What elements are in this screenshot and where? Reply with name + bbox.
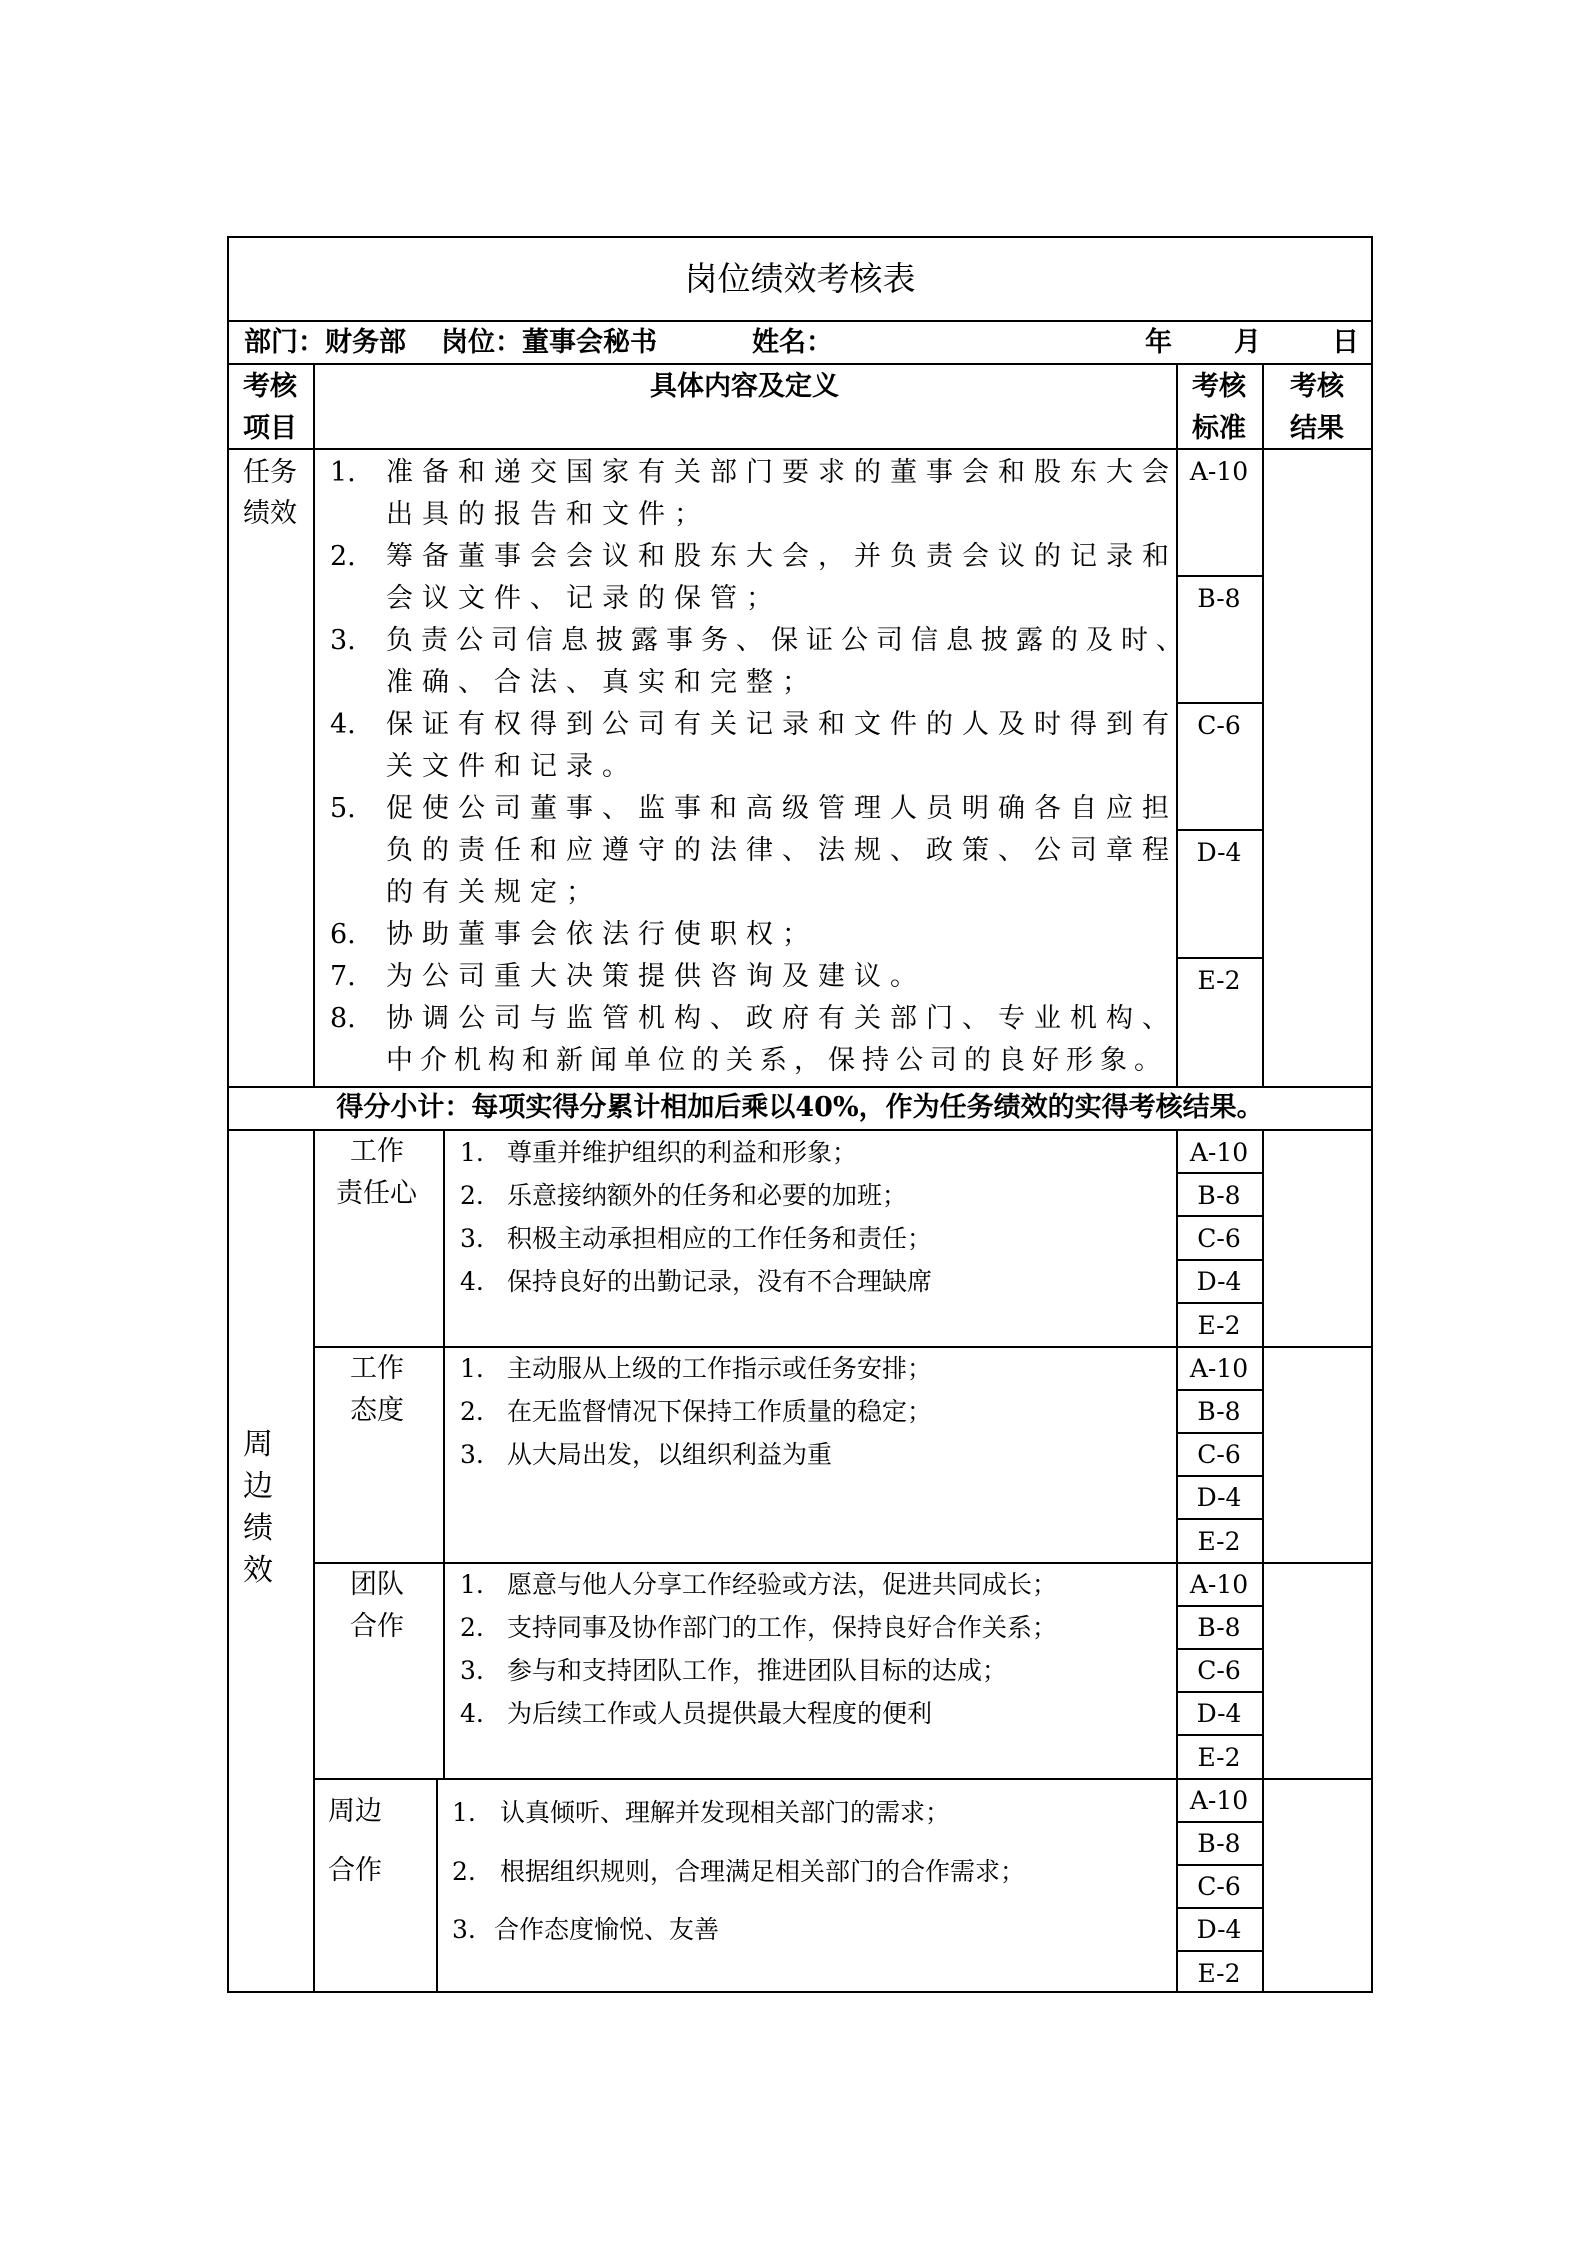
grade-divider — [1176, 1648, 1262, 1650]
peripheral-label: 周 — [243, 1427, 273, 1462]
grade-a: A-10 — [1189, 1570, 1249, 1599]
grade-divider — [1176, 957, 1262, 959]
rule — [227, 448, 1373, 450]
grade-b: B-8 — [1197, 584, 1241, 613]
task-item-line: 协调公司与监管机构、政府有关部门、专业机构、 — [386, 1003, 1178, 1034]
day-label: 日 — [1332, 327, 1359, 358]
grade-a: A-10 — [1189, 1138, 1249, 1167]
grade-d: D-4 — [1196, 1267, 1242, 1296]
item-text: 在无监督情况下保持工作质量的稳定； — [507, 1397, 933, 1426]
item-text: 合作态度愉悦、友善 — [494, 1915, 720, 1944]
item-text: 从大局出发，以组织利益为重 — [507, 1440, 833, 1469]
grade-divider — [1176, 1259, 1262, 1261]
item-number: 2. — [460, 1613, 484, 1642]
group-name: 团队 — [350, 1569, 404, 1600]
task-item-line: 的有关规定； — [386, 877, 602, 908]
item-text: 支持同事及协作部门的工作，保持良好合作关系； — [507, 1613, 1058, 1642]
task-item-line: 会议文件、记录的保管； — [386, 583, 782, 614]
task-item-number: 8. — [330, 1003, 356, 1034]
item-text: 认真倾听、理解并发现相关部门的需求； — [500, 1798, 951, 1827]
item-text: 为后续工作或人员提供最大程度的便利 — [507, 1699, 933, 1728]
task-item-line: 准备和递交国家有关部门要求的董事会和股东大会 — [386, 457, 1178, 488]
task-item-line: 筹备董事会会议和股东大会，并负责会议的记录和 — [386, 541, 1178, 572]
item-text: 主动服从上级的工作指示或任务安排； — [507, 1354, 933, 1383]
task-item-line: 出具的报告和文件； — [386, 499, 710, 530]
group-name: 工作 — [350, 1136, 404, 1167]
peripheral-label: 效 — [243, 1553, 273, 1588]
item-number: 3. — [460, 1656, 484, 1685]
grade-d: D-4 — [1196, 838, 1242, 867]
item-number: 1. — [460, 1570, 484, 1599]
rule — [313, 1129, 315, 1992]
item-text: 参与和支持团队工作，推进团队目标的达成； — [507, 1656, 1008, 1685]
rule — [1262, 1129, 1264, 1992]
item-text: 尊重并维护组织的利益和形象； — [507, 1138, 858, 1167]
grade-b: B-8 — [1197, 1397, 1241, 1426]
grade-divider — [1176, 1172, 1262, 1174]
col-content: 具体内容及定义 — [650, 371, 839, 402]
item-number: 3. — [452, 1915, 476, 1944]
rule — [313, 363, 315, 1086]
grade-a: A-10 — [1189, 1354, 1249, 1383]
col-item: 考核 — [243, 371, 297, 402]
grade-divider — [1176, 1475, 1262, 1477]
grade-divider — [1176, 1605, 1262, 1607]
grade-divider — [1176, 1821, 1262, 1823]
item-number: 2. — [460, 1181, 484, 1210]
task-item-number: 6. — [330, 919, 356, 950]
grade-e: E-2 — [1197, 966, 1241, 995]
item-text: 保持良好的出勤记录，没有不合理缺席 — [507, 1267, 933, 1296]
item-number: 3. — [460, 1224, 484, 1253]
grade-divider — [1176, 1518, 1262, 1520]
item-number: 3. — [460, 1440, 484, 1469]
name-field: 姓名： — [752, 327, 833, 358]
department: 部门：财务部 — [244, 327, 406, 358]
group-name: 工作 — [350, 1353, 404, 1384]
task-item-number: 7. — [330, 961, 356, 992]
subtotal-note: 得分小计：每项实得分累计相加后乘以40%，作为任务绩效的实得考核结果。 — [336, 1092, 1264, 1123]
grade-e: E-2 — [1197, 1743, 1241, 1772]
item-number: 2. — [460, 1397, 484, 1426]
grade-c: C-6 — [1197, 711, 1241, 740]
grade-divider — [1176, 1734, 1262, 1736]
grade-c: C-6 — [1197, 1440, 1241, 1469]
rule — [1262, 363, 1264, 1086]
position: 岗位：董事会秘书 — [441, 327, 657, 358]
group-name: 合作 — [350, 1611, 404, 1642]
group-name: 责任心 — [336, 1178, 417, 1209]
task-item-line: 准确、合法、真实和完整； — [386, 667, 818, 698]
group-name: 周边 — [328, 1796, 382, 1827]
year-label: 年 — [1145, 327, 1172, 358]
grade-b: B-8 — [1197, 1829, 1241, 1858]
task-item-number: 1. — [330, 457, 356, 488]
grade-c: C-6 — [1197, 1872, 1241, 1901]
col-result: 结果 — [1290, 413, 1344, 444]
task-item-number: 2. — [330, 541, 356, 572]
col-standard: 标准 — [1192, 413, 1246, 444]
grade-divider — [1176, 1432, 1262, 1434]
item-text: 积极主动承担相应的工作任务和责任； — [507, 1224, 933, 1253]
grade-e: E-2 — [1197, 1311, 1241, 1340]
grade-divider — [1176, 1864, 1262, 1866]
grade-d: D-4 — [1196, 1483, 1242, 1512]
group-name: 态度 — [350, 1395, 404, 1426]
item-text: 乐意接纳额外的任务和必要的加班； — [507, 1181, 908, 1210]
task-item-line: 保证有权得到公司有关记录和文件的人及时得到有 — [386, 709, 1178, 740]
month-label: 月 — [1234, 327, 1261, 358]
item-number: 1. — [460, 1138, 484, 1167]
grade-e: E-2 — [1197, 1959, 1241, 1988]
item-text: 愿意与他人分享工作经验或方法，促进共同成长； — [507, 1570, 1058, 1599]
col-standard: 考核 — [1192, 371, 1246, 402]
rule — [313, 1778, 1373, 1780]
task-item-line: 为公司重大决策提供咨询及建议。 — [386, 961, 926, 992]
grade-c: C-6 — [1197, 1656, 1241, 1685]
task-item-number: 3. — [330, 625, 356, 656]
item-number: 4. — [460, 1267, 484, 1296]
grade-d: D-4 — [1196, 1915, 1242, 1944]
grade-divider — [1176, 1691, 1262, 1693]
grade-e: E-2 — [1197, 1527, 1241, 1556]
item-number: 2. — [452, 1857, 476, 1886]
task-item-line: 协助董事会依法行使职权； — [386, 919, 818, 950]
task-item-number: 4. — [330, 709, 356, 740]
grade-c: C-6 — [1197, 1224, 1241, 1253]
rule — [436, 1778, 438, 1992]
task-item-line: 负的责任和应遵守的法律、法规、政策、公司章程 — [386, 835, 1178, 866]
col-result: 考核 — [1290, 371, 1344, 402]
peripheral-label: 绩 — [243, 1511, 273, 1546]
group-name: 合作 — [328, 1855, 382, 1886]
rule — [227, 1086, 1373, 1088]
task-item-line: 关文件和记录。 — [386, 751, 638, 782]
grade-divider — [1176, 1215, 1262, 1217]
item-text: 根据组织规则，合理满足相关部门的合作需求； — [500, 1857, 1026, 1886]
grade-divider — [1176, 1907, 1262, 1909]
grade-d: D-4 — [1196, 1699, 1242, 1728]
form-title: 岗位绩效考核表 — [684, 259, 916, 298]
rule — [1176, 1129, 1178, 1992]
rule — [313, 1562, 1373, 1564]
grade-divider — [1176, 575, 1262, 577]
grade-divider — [1176, 1950, 1262, 1952]
item-number: 1. — [460, 1354, 484, 1383]
task-item-line: 促使公司董事、监事和高级管理人员明确各自应担 — [386, 793, 1178, 824]
grade-divider — [1176, 1389, 1262, 1391]
task-item-line: 负责公司信息披露事务、保证公司信息披露的及时、 — [386, 625, 1191, 656]
grade-divider — [1176, 829, 1262, 831]
task-item-number: 5. — [330, 793, 356, 824]
task-label: 任务 — [243, 457, 297, 488]
task-label: 绩效 — [243, 498, 297, 529]
grade-divider — [1176, 702, 1262, 704]
item-number: 1. — [452, 1798, 476, 1827]
rule — [313, 1346, 1373, 1348]
grade-divider — [1176, 1302, 1262, 1304]
peripheral-label: 边 — [243, 1469, 273, 1504]
col-item: 项目 — [243, 413, 297, 444]
rule — [227, 363, 1373, 365]
grade-a: A-10 — [1189, 457, 1249, 486]
item-number: 4. — [460, 1699, 484, 1728]
task-item-line: 中介机构和新闻单位的关系，保持公司的良好形象。 — [386, 1045, 1168, 1076]
rule — [443, 1129, 445, 1778]
grade-b: B-8 — [1197, 1613, 1241, 1642]
grade-b: B-8 — [1197, 1181, 1241, 1210]
rule — [227, 320, 1373, 322]
grade-a: A-10 — [1189, 1786, 1249, 1815]
rule — [227, 1129, 1373, 1131]
